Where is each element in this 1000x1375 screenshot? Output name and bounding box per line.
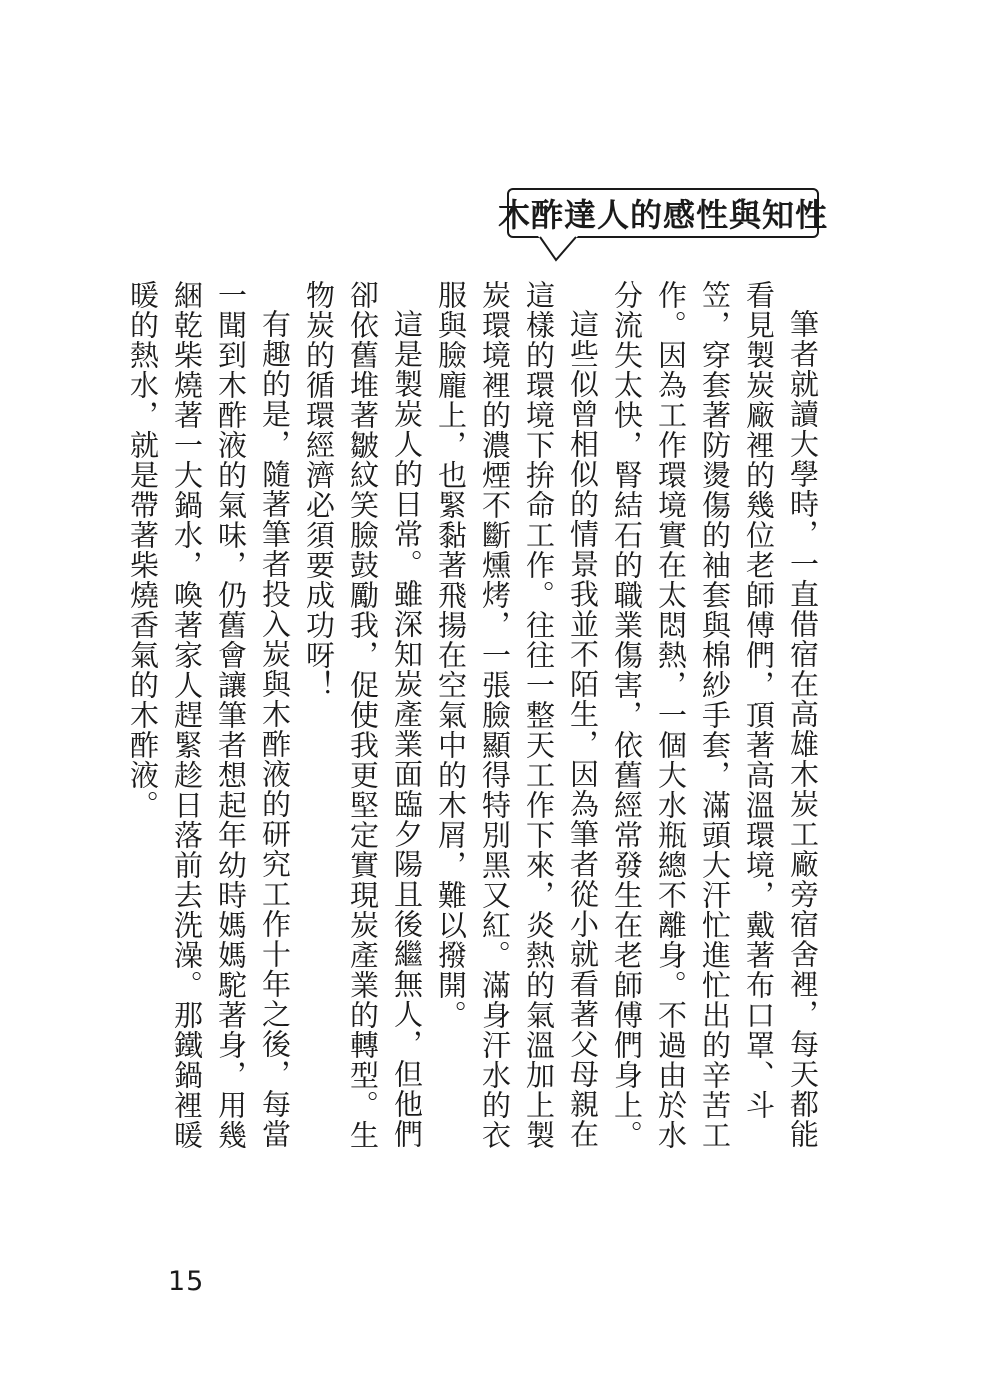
callout-tail-icon	[538, 236, 578, 262]
section-title-box	[498, 188, 829, 238]
paragraph-2: 這些似曾相似的情景我並不陌生，因為筆者從小就看著父母親在這樣的環境下拚命工作。往往一整天工作下來，炎熱的氣溫加上製炭環境裡的濃煙不斷燻烤，一張臉顯得特別黑又紅。滿身汗水的衣服與臉龐上，也緊黏著飛揚在空氣中的木屑，難以撥開。	[434, 280, 600, 1150]
section-title: 木酢達人的感性與知性	[498, 196, 829, 234]
page-number: 15	[168, 1266, 205, 1297]
body-text	[126, 280, 825, 1160]
paragraph-3: 這是製炭人的日常。雖深知炭產業面臨夕陽且後繼無人，但他們卻依舊堆著皺紋笑臉鼓勵我，促使我更堅定實現炭產業的轉型。生物炭的循環經濟必須要成功呀！	[302, 280, 424, 1150]
paragraph-4: 有趣的是，隨著筆者投入炭與木酢液的研究工作十年之後，每當一聞到木酢液的氣味，仍舊會讓筆者想起年幼時媽媽駝著身，用幾綑乾柴燒著一大鍋水，喚著家人趕緊趁日落前去洗澡。那鐵鍋裡暖暖的熱水，就是帶著柴燒香氣的木酢液。	[126, 280, 292, 1150]
paragraph-1: 筆者就讀大學時，一直借宿在高雄木炭工廠旁宿舍裡，每天都能看見製炭廠裡的幾位老師傅們，頂著高溫環境，戴著布口罩、斗笠，穿套著防燙傷的袖套與棉紗手套，滿頭大汗忙進忙出的辛苦工作。因為工作環境實在太悶熱，一個大水瓶總不離身。不過由於水分流失太快，腎結石的職業傷害，依舊經常發生在老師傅們身上。	[610, 280, 820, 1150]
